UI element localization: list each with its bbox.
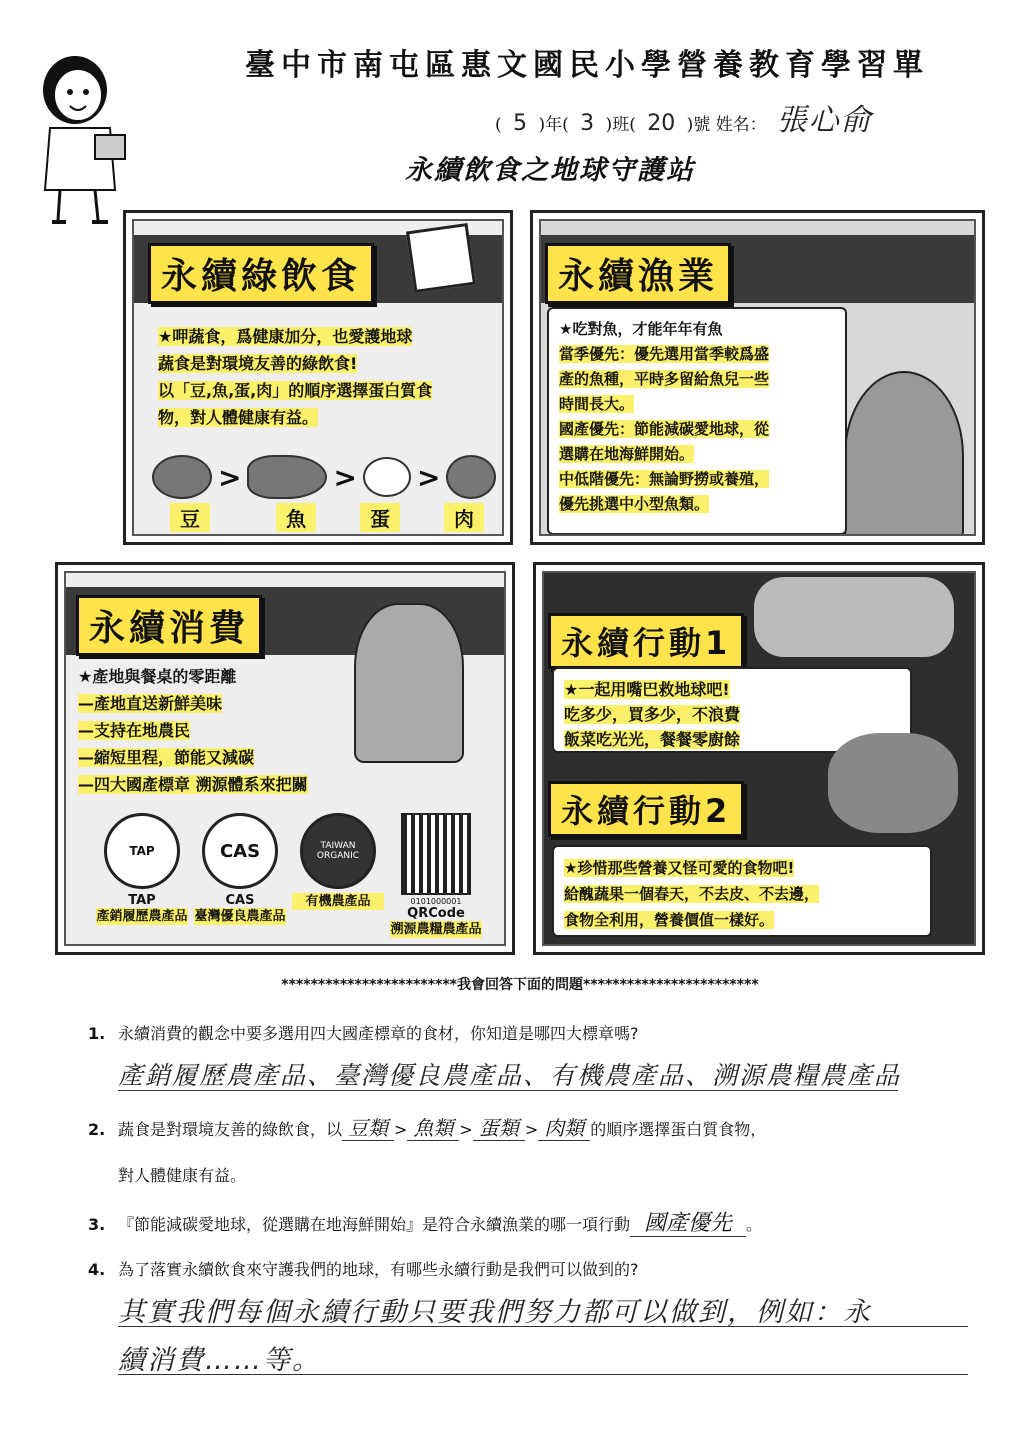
egg-icon [363, 457, 411, 497]
class-label: 班 [612, 115, 630, 135]
answer-blank-2[interactable]: 魚類 [407, 1116, 459, 1141]
text-line: 給醜蔬果一個春天，不去皮、不去邊， [564, 885, 820, 903]
text-line: 當季優先：優先選用當季較爲盛 [559, 345, 770, 363]
panel-green-diet-frame [132, 219, 504, 536]
panel-title: 永續漁業 [545, 243, 731, 304]
greater-than: > [333, 460, 357, 494]
text-line: 優先挑選中小型魚類。 [559, 495, 710, 513]
text-line: 以「豆,魚,蛋,肉」的順序選擇蛋白質食 [158, 381, 433, 400]
greater-than: > [416, 460, 441, 494]
question-1 [88, 1022, 639, 1046]
cert-desc: 產銷履歷農產品 [96, 909, 188, 924]
panel-text-box [78, 663, 378, 798]
cert-name: CAS [225, 893, 255, 908]
text-line: 蔬食是對環境友善的綠飲食! [158, 354, 358, 373]
panel-text-box [148, 315, 488, 433]
panel-title: 永續行動2 [548, 781, 744, 837]
number-value[interactable]: 20 [647, 111, 676, 136]
panel-fishery [530, 210, 985, 545]
student-info: ( 5 )年( 3 )班( 20 )號 姓名： 張心俞 [495, 95, 879, 139]
text-line: 飯菜吃光光，餐餐零廚餘 [564, 730, 741, 749]
question-number: 1. [88, 1024, 106, 1043]
answer-blank-3[interactable]: 蛋類 [473, 1116, 525, 1141]
food-label-meat: 肉 [444, 503, 484, 532]
name-value[interactable]: 張心俞 [776, 103, 873, 138]
questions-divider: ************************我會回答下面的問題************************ [281, 977, 759, 993]
panel-consumption [55, 562, 515, 955]
question-text: 『節能減碳愛地球，從選購在地海鮮開始』是符合永續漁業的哪一項行動 [118, 1215, 631, 1234]
question-2-line2: 對人體健康有益。 [118, 1166, 247, 1185]
tofu-icon [406, 223, 476, 293]
grade-value[interactable]: 5 [513, 111, 528, 136]
protein-order-row [152, 455, 496, 499]
text-line: —產地直送新鮮美味 [78, 694, 223, 713]
text-line: 食物全利用，營養價值一樣好。 [564, 911, 775, 929]
qrcode-number: 0101000001 [410, 897, 462, 906]
text-line: ★呷蔬食，爲健康加分，也愛護地球 [158, 327, 413, 346]
answer-blank-1[interactable]: 豆類 [342, 1116, 394, 1141]
text-line: —支持在地農民 [78, 721, 191, 740]
answer-line [118, 1090, 898, 1091]
panel-consumption-frame [64, 571, 506, 946]
panel-text-box [547, 307, 847, 535]
fish-icon [247, 455, 327, 499]
food-label-bean: 豆 [170, 503, 210, 532]
panel-action [533, 562, 985, 955]
teacher-illustration [20, 50, 140, 230]
question-number: 3. [88, 1215, 106, 1234]
text-line: ★產地與餐桌的零距離 [78, 667, 237, 686]
certification-labels [96, 813, 488, 938]
answer-line [118, 1326, 968, 1327]
text-line: 物，對人體健康有益。 [158, 408, 319, 427]
action2-text-box [552, 845, 932, 937]
text-line: 國產優先：節能減碳愛地球，從 [559, 420, 770, 438]
cert-name: QRCode [407, 906, 465, 921]
answer-4-line2[interactable]: 續消費……等。 [118, 1345, 321, 1376]
text-line: 產的魚種，平時多留給魚兒一些 [559, 370, 770, 388]
panel-green-diet [123, 210, 513, 545]
bean-icon [152, 455, 212, 499]
panel-title: 永續綠飲食 [148, 243, 374, 304]
answer-1[interactable]: 產銷履歷農產品、臺灣優良農產品、有機農產品、溯源農糧農產品 [118, 1061, 902, 1090]
cert-cas [194, 813, 286, 938]
question-4 [88, 1258, 639, 1282]
greater-than: > [218, 460, 242, 494]
panel-title: 永續行動1 [548, 613, 744, 669]
cert-organic [292, 813, 384, 938]
ugly-vegetables-illustration [828, 733, 958, 833]
cert-desc: 溯源農糧農產品 [390, 922, 482, 937]
panel-fishery-frame [539, 219, 976, 536]
text-line: 時間長大。 [559, 395, 635, 413]
food-label-fish: 魚 [276, 503, 316, 532]
answer-line [118, 1374, 968, 1375]
question-3 [88, 1212, 762, 1237]
text-line: ★一起用嘴巴救地球吧! [564, 680, 730, 699]
answer-3[interactable]: 國產優先 [630, 1212, 746, 1237]
question-text: 的順序選擇蛋白質食物， [590, 1120, 767, 1139]
food-label-egg: 蛋 [360, 503, 400, 532]
cert-tap [96, 813, 188, 938]
panel-action-frame [542, 571, 976, 946]
children-illustration [754, 577, 954, 657]
answer-4-line1[interactable]: 其實我們每個永續行動只要我們努力都可以做到，例如：永 [118, 1297, 872, 1328]
cas-logo-icon: CAS [202, 813, 278, 889]
text-line: —四大國產標章 溯源體系來把關 [78, 775, 308, 794]
cert-desc: 有機農產品 [292, 893, 384, 910]
question-number: 2. [88, 1120, 106, 1139]
text-line: ★吃對魚，才能年年有魚 [559, 320, 723, 338]
cert-qrcode [390, 813, 482, 938]
mermaid-illustration [844, 371, 964, 536]
number-label: 號 [693, 115, 711, 135]
worksheet-subtitle: 永續飲食之地球守護站 [405, 155, 695, 186]
answer-blank-4[interactable]: 肉類 [538, 1116, 590, 1141]
question-text: 為了落實永續飲食來守護我們的地球，有哪些永續行動是我們可以做到的? [118, 1260, 639, 1279]
text-line: —縮短里程，節能又減碳 [78, 748, 255, 767]
text-line: ★珍惜那些營養又怪可愛的食物吧! [564, 859, 795, 877]
cert-desc: 臺灣優良農產品 [194, 909, 286, 924]
question-text: 蔬食是對環境友善的綠飲食，以 [118, 1120, 343, 1139]
school-title: 臺中市南屯區惠文國民小學營養教育學習單 [245, 48, 929, 83]
class-value[interactable]: 3 [580, 111, 595, 136]
text-line: 吃多少，買多少，不浪費 [564, 705, 741, 724]
question-text: 永續消費的觀念中要多選用四大國產標章的食材，你知道是哪四大標章嗎? [118, 1024, 639, 1043]
grade-label: 年 [545, 115, 563, 135]
meat-icon [446, 455, 496, 499]
qrcode-icon [401, 813, 471, 895]
question-number: 4. [88, 1260, 106, 1279]
panel-title: 永續消費 [76, 595, 262, 656]
text-line: 中低階優先：無論野撈或養殖， [559, 470, 770, 488]
text-line: 選購在地海鮮開始。 [559, 445, 695, 463]
name-label: 姓名： [715, 115, 767, 135]
question-text: 。 [746, 1215, 763, 1234]
tap-logo-icon: TAP [104, 813, 180, 889]
cert-name: TAP [128, 893, 156, 908]
question-2: 2. 蔬食是對環境友善的綠飲食，以 豆類 > 魚類 > 蛋類 > 肉類 的順序選擇蛋白質食物， [88, 1116, 767, 1140]
organic-logo-icon: TAIWAN ORGANIC [300, 813, 376, 889]
